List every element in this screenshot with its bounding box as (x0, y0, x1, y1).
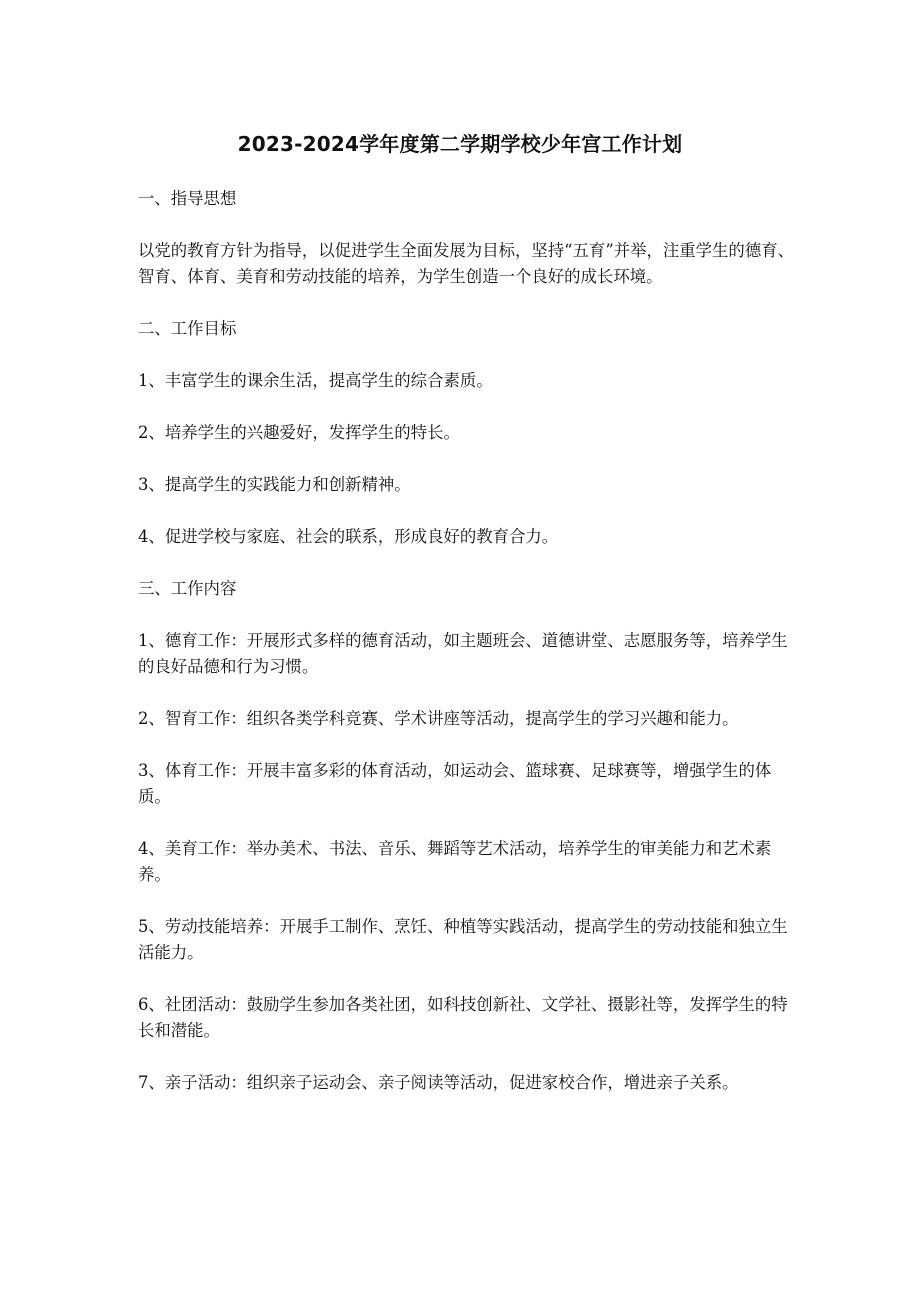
paragraph-content-4: 4、美育工作：举办美术、书法、音乐、舞蹈等艺术活动，培养学生的审美能力和艺术素养。 (138, 839, 772, 884)
section-heading-guiding-ideology: 一、指导思想 (138, 189, 237, 208)
paragraph-content-3: 3、体育工作：开展丰富多彩的体育活动，如运动会、篮球赛、足球赛等，增强学生的体质。 (138, 761, 772, 806)
paragraph-content-6: 6、社团活动：鼓励学生参加各类社团，如科技创新社、文学社、摄影社等，发挥学生的特长和潜能。 (138, 995, 788, 1040)
document-title: 2023-2024学年度第二学期学校少年宫工作计划 (237, 132, 683, 156)
paragraph-guiding-ideology: 以党的教育方针为指导，以促进学生全面发展为目标，坚持“五育”并举，注重学生的德育、智育、体育、美育和劳动技能的培养，为学生创造一个良好的成长环境。 (138, 241, 794, 286)
section-heading-work-goals: 二、工作目标 (138, 319, 237, 338)
document-body (138, 186, 800, 1122)
paragraph-content-1: 1、德育工作：开展形式多样的德育活动，如主题班会、道德讲堂、志愿服务等，培养学生的良好品德和行为习惯。 (138, 631, 788, 676)
paragraph-content-2: 2、智育工作：组织各类学科竞赛、学术讲座等活动，提高学生的学习兴趣和能力。 (138, 709, 739, 728)
paragraph-goal-1: 1、丰富学生的课余生活，提高学生的综合素质。 (138, 371, 493, 390)
paragraph-content-7: 7、亲子活动：组织亲子运动会、亲子阅读等活动，促进家校合作，增进亲子关系。 (138, 1073, 739, 1092)
section-heading-work-content: 三、工作内容 (138, 579, 237, 598)
paragraph-goal-3: 3、提高学生的实践能力和创新精神。 (138, 475, 411, 494)
paragraph-content-5: 5、劳动技能培养：开展手工制作、烹饪、种植等实践活动，提高学生的劳动技能和独立生活能力。 (138, 917, 788, 962)
paragraph-goal-4: 4、促进学校与家庭、社会的联系，形成良好的教育合力。 (138, 527, 559, 546)
paragraph-goal-2: 2、培养学生的兴趣爱好，发挥学生的特长。 (138, 423, 460, 442)
